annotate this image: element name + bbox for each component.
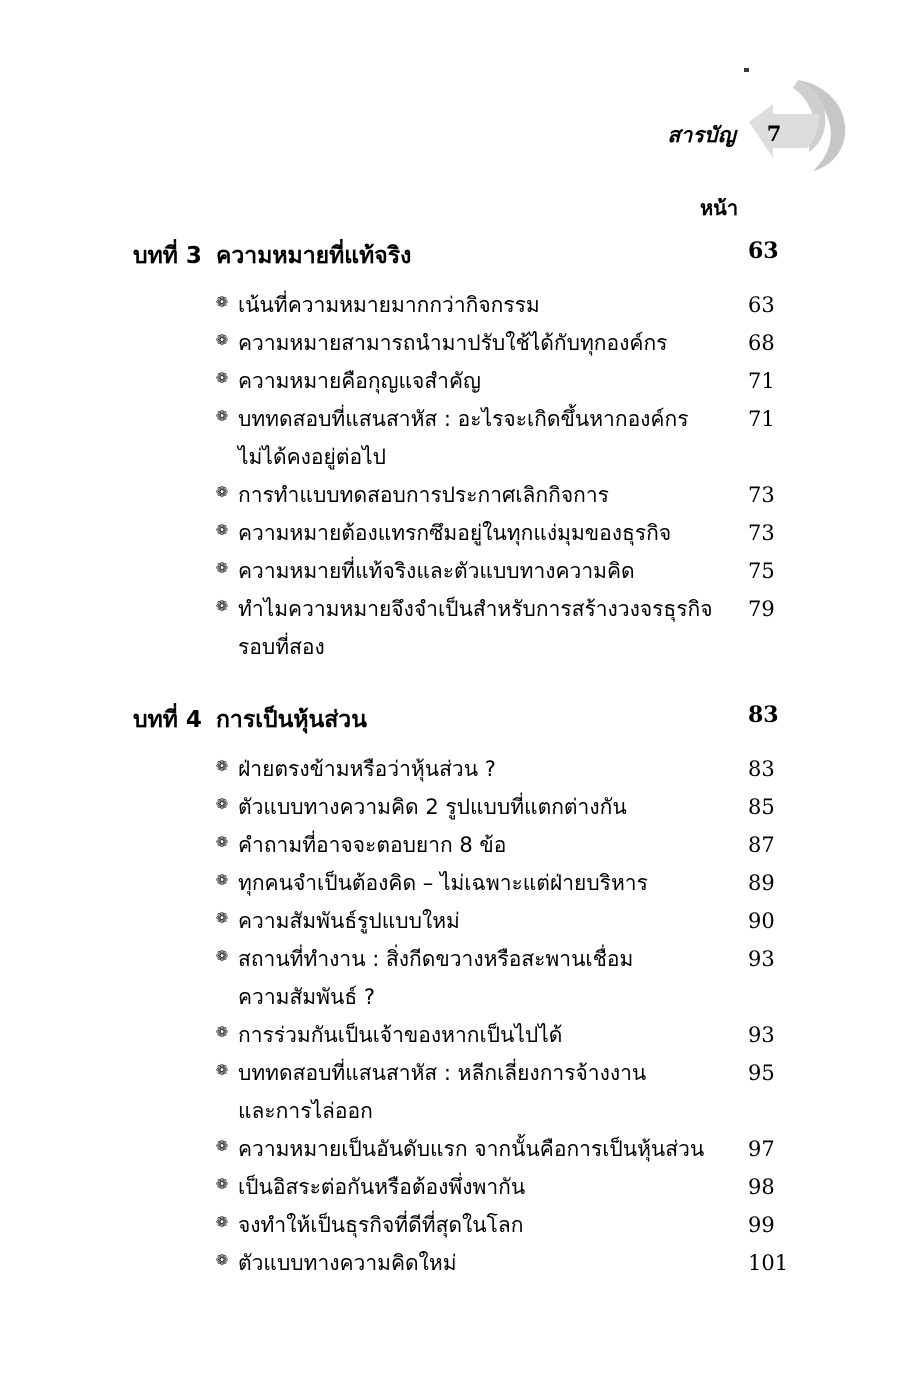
toc-entry-label xyxy=(238,750,738,788)
toc-entry-page-number: 93 xyxy=(748,947,775,971)
toc-entry-line: บททดสอบที่แสนสาหัส : อะไรจะเกิดขึ้นหากองค์กร xyxy=(238,407,689,431)
page-column-heading: หน้า xyxy=(700,196,739,220)
toc-entry-line: ความหมายสามารถนำมาปรับใช้ได้กับทุกองค์กร xyxy=(238,331,668,355)
flower-bullet-icon: ❁ xyxy=(215,871,229,889)
toc-entry-page-number: 73 xyxy=(748,521,775,545)
toc-entry[interactable] xyxy=(0,864,921,902)
flower-bullet-icon: ❁ xyxy=(215,369,229,387)
toc-entry-page-number: 98 xyxy=(748,1175,775,1199)
toc-entry-label xyxy=(238,1244,738,1282)
toc-entry[interactable] xyxy=(0,362,921,400)
toc-entry-page-number: 63 xyxy=(748,293,775,317)
flower-bullet-icon: ❁ xyxy=(215,1061,229,1079)
chapter-page-number: 83 xyxy=(748,702,779,728)
header-dot-artifact xyxy=(744,68,749,72)
toc-entry-page-number: 71 xyxy=(748,407,775,431)
toc-entry-line: ความหมายที่แท้จริงและตัวแบบทางความคิด xyxy=(238,559,635,583)
toc-entry-line: การร่วมกันเป็นเจ้าของหากเป็นไปได้ xyxy=(238,1023,563,1047)
toc-entry-line: ความหมายเป็นอันดับแรก จากนั้นคือการเป็นหุ้นส่วน xyxy=(238,1137,705,1161)
chapter-number-label: บทที่ 4 xyxy=(133,707,202,733)
toc-entry[interactable] xyxy=(0,1244,921,1282)
flower-bullet-icon: ❁ xyxy=(215,947,229,965)
toc-entry-page-number: 99 xyxy=(748,1213,775,1237)
chapter-entry-list xyxy=(0,277,921,666)
toc-entry[interactable] xyxy=(0,552,921,590)
flower-bullet-icon: ❁ xyxy=(215,559,229,577)
chapter-page-number: 63 xyxy=(748,238,779,264)
flower-bullet-icon: ❁ xyxy=(215,833,229,851)
flower-bullet-icon: ❁ xyxy=(215,331,229,349)
chapter-number-label: บทที่ 3 xyxy=(133,243,202,269)
toc-entry[interactable] xyxy=(0,940,921,1016)
toc-entry-line: ทำไมความหมายจึงจำเป็นสำหรับการสร้างวงจรธุรกิจ xyxy=(238,597,713,621)
toc-entry[interactable] xyxy=(0,1016,921,1054)
toc-entry-label xyxy=(238,1168,738,1206)
toc-entry-label xyxy=(238,552,738,590)
toc-entry-page-number: 83 xyxy=(748,757,775,781)
flower-bullet-icon: ❁ xyxy=(215,1023,229,1041)
chapter-title: การเป็นหุ้นส่วน xyxy=(216,707,367,733)
toc-entry[interactable] xyxy=(0,788,921,826)
flower-bullet-icon: ❁ xyxy=(215,1137,229,1155)
toc-entry-page-number: 73 xyxy=(748,483,775,507)
running-header-page-number: 7 xyxy=(766,121,782,146)
toc-entry-line: และการไล่ออก xyxy=(238,1099,373,1123)
toc-entry[interactable] xyxy=(0,826,921,864)
toc-entry-label xyxy=(238,1130,738,1168)
toc-entry-line: ความสัมพันธ์รูปแบบใหม่ xyxy=(238,909,460,933)
chapter-entry-list xyxy=(0,741,921,1282)
toc-entry-page-number: 89 xyxy=(748,871,775,895)
toc-entry[interactable] xyxy=(0,1206,921,1244)
toc-entry-line: ความสัมพันธ์ ? xyxy=(238,985,375,1009)
toc-entry[interactable] xyxy=(0,514,921,552)
toc-entry-page-number: 68 xyxy=(748,331,775,355)
flower-bullet-icon: ❁ xyxy=(215,597,229,615)
toc-entry-label xyxy=(238,1016,738,1054)
flower-bullet-icon: ❁ xyxy=(215,909,229,927)
flower-bullet-icon: ❁ xyxy=(215,1175,229,1193)
toc-entry-line: ความหมายต้องแทรกซึมอยู่ในทุกแง่มุมของธุรกิจ xyxy=(238,521,672,545)
flower-bullet-icon: ❁ xyxy=(215,1213,229,1231)
toc-entry[interactable] xyxy=(0,400,921,476)
toc-entry-page-number: 97 xyxy=(748,1137,775,1161)
chapter-heading-row[interactable] xyxy=(0,233,921,277)
chapter-block xyxy=(0,697,921,1282)
toc-entry-line: จงทำให้เป็นธุรกิจที่ดีที่สุดในโลก xyxy=(238,1213,524,1237)
toc-entry[interactable] xyxy=(0,1168,921,1206)
toc-entry[interactable] xyxy=(0,750,921,788)
toc-entry-line: ตัวแบบทางความคิด 2 รูปแบบที่แตกต่างกัน xyxy=(238,795,627,819)
toc-entry-label xyxy=(238,788,738,826)
toc-entry-label xyxy=(238,400,738,476)
toc-entry-line: ทุกคนจำเป็นต้องคิด – ไม่เฉพาะแต่ฝ่ายบริหาร xyxy=(238,871,648,895)
toc-entry[interactable] xyxy=(0,1054,921,1130)
toc-entry-line: ตัวแบบทางความคิดใหม่ xyxy=(238,1251,457,1275)
toc-entry-line: เน้นที่ความหมายมากกว่ากิจกรรม xyxy=(238,293,540,317)
toc-entry-page-number: 95 xyxy=(748,1061,775,1085)
flower-bullet-icon: ❁ xyxy=(215,795,229,813)
flower-bullet-icon: ❁ xyxy=(215,407,229,425)
toc-entry-label xyxy=(238,1054,738,1130)
flower-bullet-icon: ❁ xyxy=(215,1251,229,1269)
toc-entry-line: รอบที่สอง xyxy=(238,635,325,659)
toc-entry-line: ไม่ได้คงอยู่ต่อไป xyxy=(238,445,386,469)
toc-entry-page-number: 75 xyxy=(748,559,775,583)
toc-entry-page-number: 85 xyxy=(748,795,775,819)
chapter-title: ความหมายที่แท้จริง xyxy=(216,243,412,269)
swoosh-arrow-graphic xyxy=(735,78,855,173)
toc-entry-label xyxy=(238,286,738,324)
toc-entry-label xyxy=(238,864,738,902)
toc-entry-label xyxy=(238,902,738,940)
toc-entry-label xyxy=(238,514,738,552)
toc-entry-label xyxy=(238,826,738,864)
toc-entry[interactable] xyxy=(0,1130,921,1168)
toc-entry[interactable] xyxy=(0,286,921,324)
table-of-contents xyxy=(0,233,921,1282)
toc-entry[interactable] xyxy=(0,476,921,514)
toc-entry-label xyxy=(238,324,738,362)
toc-entry[interactable] xyxy=(0,590,921,666)
toc-entry-line: ความหมายคือกุญแจสำคัญ xyxy=(238,369,481,393)
toc-entry-label xyxy=(238,1206,738,1244)
flower-bullet-icon: ❁ xyxy=(215,293,229,311)
toc-entry-page-number: 71 xyxy=(748,369,775,393)
flower-bullet-icon: ❁ xyxy=(215,521,229,539)
toc-entry-page-number: 79 xyxy=(748,597,775,621)
flower-bullet-icon: ❁ xyxy=(215,757,229,775)
toc-entry[interactable] xyxy=(0,902,921,940)
toc-entry-page-number: 101 xyxy=(748,1251,789,1275)
toc-entry-label xyxy=(238,476,738,514)
running-header xyxy=(0,0,921,180)
toc-entry-page-number: 90 xyxy=(748,909,775,933)
toc-entry-line: การทำแบบทดสอบการประกาศเลิกกิจการ xyxy=(238,483,609,507)
running-header-label: สารบัญ xyxy=(667,123,736,147)
toc-entry-line: ฝ่ายตรงข้ามหรือว่าหุ้นส่วน ? xyxy=(238,757,496,781)
toc-entry[interactable] xyxy=(0,324,921,362)
flower-bullet-icon: ❁ xyxy=(215,483,229,501)
toc-entry-line: บททดสอบที่แสนสาหัส : หลีกเลี่ยงการจ้างงาน xyxy=(238,1061,647,1085)
toc-entry-line: เป็นอิสระต่อกันหรือต้องพึ่งพากัน xyxy=(238,1175,526,1199)
toc-entry-page-number: 93 xyxy=(748,1023,775,1047)
toc-entry-label xyxy=(238,362,738,400)
toc-entry-line: คำถามที่อาจจะตอบยาก 8 ข้อ xyxy=(238,833,507,857)
toc-entry-label xyxy=(238,590,738,666)
toc-entry-line: สถานที่ทำงาน : สิ่งกีดขวางหรือสะพานเชื่อม xyxy=(238,947,634,971)
toc-entry-page-number: 87 xyxy=(748,833,775,857)
toc-entry-label xyxy=(238,940,738,1016)
chapter-heading-row[interactable] xyxy=(0,697,921,741)
chapter-block xyxy=(0,233,921,666)
